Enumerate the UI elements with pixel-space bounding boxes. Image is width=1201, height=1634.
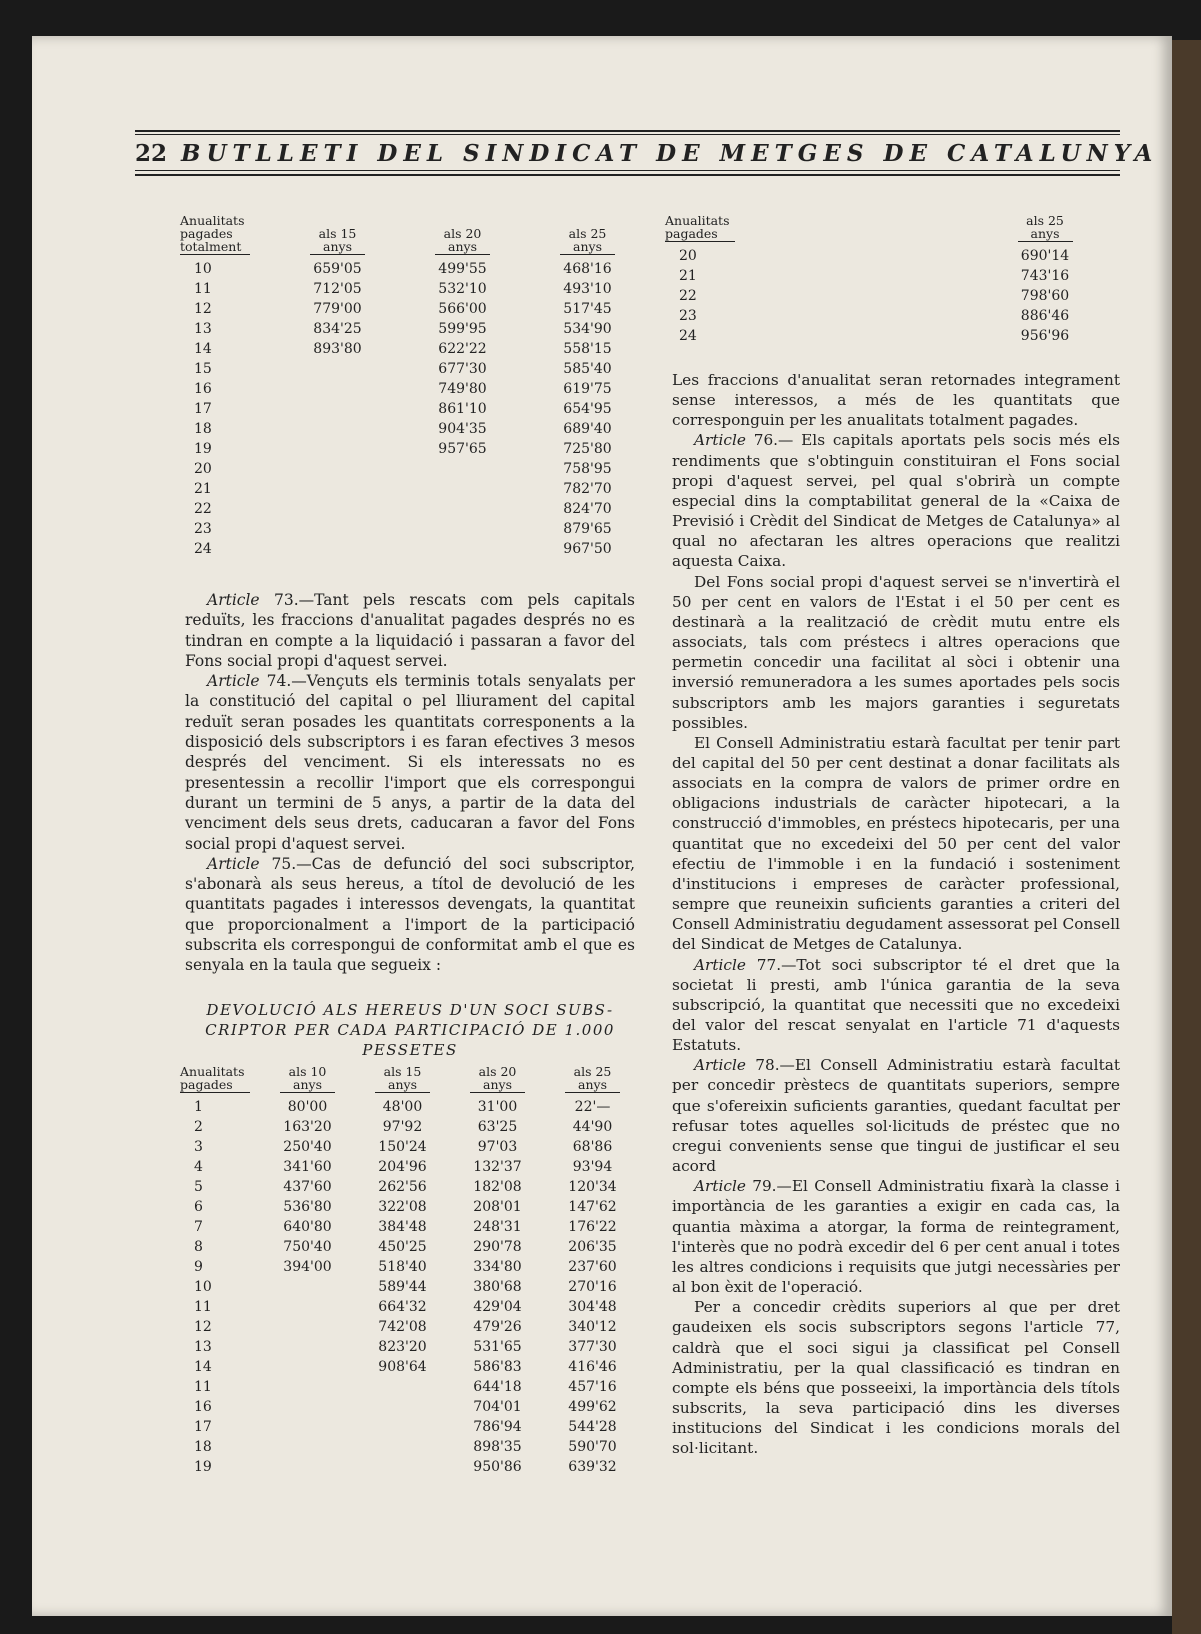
value-cell: 782'70: [563, 481, 612, 497]
value-cell: 97'03: [477, 1139, 518, 1155]
value-cell: 176'22: [568, 1219, 617, 1235]
value-cell: 334'80: [473, 1259, 522, 1275]
annuity-cell: 14: [194, 341, 212, 357]
annuity-cell: 12: [194, 301, 212, 317]
annuity-cell: 17: [194, 1419, 212, 1435]
value-cell: [260, 1317, 355, 1337]
value-cell: 589'44: [378, 1279, 427, 1295]
table-annuities-25: [665, 214, 1125, 346]
value-cell: 690'14: [1020, 248, 1070, 264]
value-cell: [275, 419, 400, 439]
table-row: [180, 1337, 640, 1357]
value-cell: [400, 479, 525, 499]
value-cell: 322'08: [378, 1199, 427, 1215]
value-cell: 380'68: [473, 1279, 522, 1295]
annuity-cell: 11: [194, 281, 212, 297]
value-cell: 639'32: [568, 1459, 617, 1475]
value-cell: 377'30: [568, 1339, 617, 1355]
value-cell: 967'50: [563, 541, 612, 557]
annuity-cell: 19: [194, 1459, 212, 1475]
value-cell: [275, 479, 400, 499]
table-refund-title: DEVOLUCIÓ ALS HEREUS D'UN SOCI SUBS- CRIPTOR PER CADA PARTICIPACIÓ DE 1.000 PESSETES: [205, 1001, 615, 1059]
value-cell: 622'22: [438, 341, 487, 357]
value-cell: 798'60: [1020, 288, 1070, 304]
value-cell: [355, 1417, 450, 1437]
value-cell: 80'00: [287, 1099, 328, 1115]
annuity-cell: 20: [194, 461, 212, 477]
value-cell: [260, 1337, 355, 1357]
table-row: [180, 319, 650, 339]
table-row: [180, 1277, 640, 1297]
value-cell: 450'25: [378, 1239, 427, 1255]
value-cell: 957'65: [438, 441, 487, 457]
table-row: [180, 459, 650, 479]
table-row: [180, 1137, 640, 1157]
annuity-cell: 19: [194, 441, 212, 457]
value-cell: 599'95: [438, 321, 487, 337]
value-cell: [275, 499, 400, 519]
value-cell: [275, 399, 400, 419]
table-row: [180, 439, 650, 459]
table-row: [180, 1157, 640, 1177]
left-column-text: [185, 590, 635, 976]
value-cell: [275, 379, 400, 399]
table-row: [180, 1457, 640, 1477]
value-cell: 237'60: [568, 1259, 617, 1275]
annuity-cell: 21: [679, 268, 697, 284]
table-refund-heirs: [180, 1065, 640, 1477]
column-header: als 25 anys: [965, 214, 1125, 246]
value-cell: 429'04: [473, 1299, 522, 1315]
value-cell: 725'80: [563, 441, 612, 457]
value-cell: [400, 519, 525, 539]
value-cell: 68'86: [572, 1139, 613, 1155]
annuity-cell: 2: [194, 1119, 203, 1135]
value-cell: 585'40: [563, 361, 612, 377]
value-cell: 457'16: [568, 1379, 617, 1395]
value-cell: [355, 1377, 450, 1397]
table-row: [180, 419, 650, 439]
value-cell: 250'40: [283, 1139, 332, 1155]
annuity-cell: 20: [679, 248, 697, 264]
value-cell: [355, 1437, 450, 1457]
value-cell: 22'—: [574, 1099, 611, 1115]
value-cell: 437'60: [283, 1179, 332, 1195]
annuity-cell: 16: [194, 381, 212, 397]
value-cell: 304'48: [568, 1299, 617, 1315]
table-row: [180, 1397, 640, 1417]
journal-title: BUTLLETI DEL SINDICAT DE METGES DE CATALUNYA: [181, 140, 1159, 167]
value-cell: [260, 1357, 355, 1377]
value-cell: [400, 459, 525, 479]
annuity-cell: 21: [194, 481, 212, 497]
table-row: [180, 1297, 640, 1317]
table-row: [180, 1377, 640, 1397]
value-cell: [260, 1277, 355, 1297]
annuity-cell: 4: [194, 1159, 203, 1175]
value-cell: [355, 1457, 450, 1477]
article-79: Article 79.—El Consell Administratiu fixarà la classe i importància de les garanties a exigir en cada cas, la quantia màxima a atorgar, la forma de reintegrament, l'interès que no podrà excedir del 6 per cent anual i totes les altres condicions i requisits que jutgi necessàries per al bon èxit de l'operació.: [672, 1177, 1120, 1297]
annuity-cell: 11: [194, 1379, 212, 1395]
value-cell: 956'96: [1020, 328, 1070, 344]
value-cell: [260, 1297, 355, 1317]
value-cell: 758'95: [563, 461, 612, 477]
value-cell: 950'86: [473, 1459, 522, 1475]
value-cell: 97'92: [382, 1119, 423, 1135]
value-cell: 48'00: [382, 1099, 423, 1115]
article-75: Article 75.—Cas de defunció del soci subscriptor, s'abonarà als seus hereus, a títol de devolució de les quantitats pagades i interessos devengats, la quantitat que proporcionalment a l'import de la participació subscrita els correspongui de conformitat amb el que es senyala en la taula que segueix :: [185, 854, 636, 975]
value-cell: 262'56: [378, 1179, 427, 1195]
page-number: 22: [135, 140, 168, 167]
value-cell: 394'00: [283, 1259, 332, 1275]
right-column-text: [672, 370, 1120, 1458]
article-78: Article 78.—El Consell Administratiu estarà facultat per concedir prèstecs de quantitats superiors, sempre que s'ofereixin suficients garanties, quedant facultat per refusar totes aquelles sol·licituds de préstec que no cregui convenients sense que tingui de justificar el seu acord: [672, 1056, 1120, 1176]
annuity-cell: 1: [194, 1099, 203, 1115]
table-row: [180, 1317, 640, 1337]
header-title: [135, 140, 1159, 167]
value-cell: 204'96: [378, 1159, 427, 1175]
annuity-cell: 22: [194, 501, 212, 517]
value-cell: 654'95: [563, 401, 612, 417]
value-cell: 499'55: [438, 261, 487, 277]
value-cell: 206'35: [568, 1239, 617, 1255]
annuity-cell: 9: [194, 1259, 203, 1275]
table-row: [180, 339, 650, 359]
table-row: [180, 499, 650, 519]
value-cell: [260, 1377, 355, 1397]
value-cell: 586'83: [473, 1359, 522, 1375]
table-row: [665, 326, 1125, 346]
value-cell: [260, 1417, 355, 1437]
table-row: [180, 1117, 640, 1137]
value-cell: 886'46: [1020, 308, 1070, 324]
table-row: [180, 279, 650, 299]
annuity-cell: 24: [194, 541, 212, 557]
table-row: [180, 1177, 640, 1197]
value-cell: 93'94: [572, 1159, 613, 1175]
value-cell: 479'26: [473, 1319, 522, 1335]
column-header: als 25 anys: [525, 214, 650, 259]
value-cell: 749'80: [438, 381, 487, 397]
value-cell: 898'35: [473, 1439, 522, 1455]
value-cell: 644'18: [473, 1379, 522, 1395]
value-cell: 908'64: [378, 1359, 427, 1375]
article-76: Article 76.— Els capitals aportats pels socis més els rendiments que s'obtinguin constituiran el Fons social propi d'aquest servei, pel qual s'obrirà un compte especial dins la comptabilitat general de la «Caixa de Previsió i Crèdit del Sindicat de Metges de Catalunya» al qual no afectaran les altres operacions que realitzi aquesta Caixa.: [672, 431, 1120, 571]
value-cell: [355, 1397, 450, 1417]
value-cell: 834'25: [313, 321, 362, 337]
table-row: [665, 266, 1125, 286]
value-cell: 861'10: [438, 401, 487, 417]
value-cell: 640'80: [283, 1219, 332, 1235]
table-rescue-values: [180, 214, 650, 559]
annuity-cell: 8: [194, 1239, 203, 1255]
annuity-cell: 11: [194, 1299, 212, 1315]
table-row: [180, 1217, 640, 1237]
table-row: [180, 1437, 640, 1457]
value-cell: 532'10: [438, 281, 487, 297]
annuity-cell: 22: [679, 288, 697, 304]
table-row: [180, 1257, 640, 1277]
value-cell: 558'15: [563, 341, 612, 357]
annuity-cell: 10: [194, 1279, 212, 1295]
article-77: Article 77.—Tot soci subscriptor té el dret que la societat li presti, amb l'única garantia de la seva subscripció, la quantitat que necessiti que no excedeixi del valor del rescat senyalat en l'article 71 d'aquests Estatuts.: [672, 955, 1120, 1055]
annuity-cell: 18: [194, 421, 212, 437]
annuity-cell: 3: [194, 1139, 203, 1155]
table-row: [180, 479, 650, 499]
value-cell: [400, 499, 525, 519]
value-cell: 689'40: [563, 421, 612, 437]
value-cell: 893'80: [313, 341, 362, 357]
value-cell: 531'65: [473, 1339, 522, 1355]
value-cell: 290'78: [473, 1239, 522, 1255]
column-header: Anualitats pagades: [665, 214, 965, 246]
value-cell: 63'25: [477, 1119, 518, 1135]
value-cell: 823'20: [378, 1339, 427, 1355]
annuity-cell: 18: [194, 1439, 212, 1455]
value-cell: 536'80: [283, 1199, 332, 1215]
value-cell: 208'01: [473, 1199, 522, 1215]
value-cell: 270'16: [568, 1279, 617, 1295]
value-cell: 619'75: [563, 381, 612, 397]
column-header: als 15 anys: [355, 1065, 450, 1097]
value-cell: 742'08: [378, 1319, 427, 1335]
table-row: [180, 1097, 640, 1117]
annuity-cell: 15: [194, 361, 212, 377]
value-cell: 750'40: [283, 1239, 332, 1255]
value-cell: 677'30: [438, 361, 487, 377]
table-row: [180, 379, 650, 399]
column-header: als 20 anys: [450, 1065, 545, 1097]
table-row: [180, 359, 650, 379]
paragraph-credits: Per a concedir crèdits superiors al que per dret gaudeixen els socis subscriptors segons l'article 77, caldrà que el soci sigui ja classificat pel Consell Administratiu, per la qual classificació es tindran en compte els béns que posseeixi, la importància dels títols subscrits, la seva participació dins les diverses institucions del Sindicat i les condicions morals del sol·licitant.: [672, 1298, 1120, 1458]
annuity-cell: 17: [194, 401, 212, 417]
annuity-cell: 12: [194, 1319, 212, 1335]
value-cell: [275, 539, 400, 559]
table-row: [180, 1197, 640, 1217]
book-spine: [1172, 40, 1201, 1634]
article-73: Article 73.—Tant pels rescats com pels capitals reduïts, les fraccions d'anualitat pagades després no es tindran en compte a la liquidació i passaran a favor del Fons social propi d'aquest servei.: [185, 591, 635, 670]
value-cell: 590'70: [568, 1439, 617, 1455]
value-cell: 499'62: [568, 1399, 617, 1415]
table-row: [180, 1237, 640, 1257]
value-cell: 120'34: [568, 1179, 617, 1195]
value-cell: [400, 539, 525, 559]
value-cell: 31'00: [477, 1099, 518, 1115]
value-cell: [275, 459, 400, 479]
table-row: [180, 1357, 640, 1377]
annuity-cell: 7: [194, 1219, 203, 1235]
value-cell: 779'00: [313, 301, 362, 317]
column-header: als 25 anys: [545, 1065, 640, 1097]
table-row: [180, 539, 650, 559]
value-cell: 659'05: [313, 261, 362, 277]
value-cell: 468'16: [563, 261, 612, 277]
annuity-cell: 24: [679, 328, 697, 344]
running-header: [135, 130, 1159, 178]
value-cell: 517'45: [563, 301, 612, 317]
value-cell: 44'90: [572, 1119, 613, 1135]
value-cell: 416'46: [568, 1359, 617, 1375]
article-74: Article 74.—Vençuts els terminis totals senyalats per la constitució del capital o pel lliurament del capital reduït seran posades les quantitats corresponents a la disposició dels subscriptors i es faran efectives 3 mesos després del venciment. Si els interessats no es presentessin a recollir l'import que els correspongui durant un termini de 5 anys, a partir de la data del venciment dels seus drets, caducaran a favor del Fons social propi d'aquest servei.: [185, 672, 635, 853]
table-row: [180, 1417, 640, 1437]
value-cell: 904'35: [438, 421, 487, 437]
value-cell: 664'32: [378, 1299, 427, 1315]
value-cell: [260, 1437, 355, 1457]
annuity-cell: 5: [194, 1179, 203, 1195]
annuity-cell: 13: [194, 1339, 212, 1355]
column-header: Anualitats pagades: [180, 1065, 260, 1097]
paragraph-council: El Consell Administratiu estarà facultat per tenir part del capital del 50 per cent destinat a donar facilitats als associats en la compra de valors de primer ordre en obligacions industrials de caràcter hipotecari, a la construcció d'immobles, en préstecs hipotecaris, per una quantitat que no excedeixi del 50 per cent del valor efectiu de l'immoble i en la fundació i sosteniment d'institucions i empreses de caràcter professional, sempre que reuneixin suficients garanties a criteri del Consell Administratiu degudament assessorat pel Consell del Sindicat de Metges de Catalunya.: [672, 733, 1120, 954]
value-cell: 182'08: [473, 1179, 522, 1195]
value-cell: 147'62: [568, 1199, 617, 1215]
value-cell: 879'65: [563, 521, 612, 537]
column-header: Anualitats pagades totalment: [180, 214, 275, 259]
value-cell: 518'40: [378, 1259, 427, 1275]
annuity-cell: 23: [194, 521, 212, 537]
column-header: als 10 anys: [260, 1065, 355, 1097]
annuity-cell: 6: [194, 1199, 203, 1215]
value-cell: 743'16: [1020, 268, 1070, 284]
value-cell: 704'01: [473, 1399, 522, 1415]
value-cell: 341'60: [283, 1159, 332, 1175]
value-cell: 493'10: [563, 281, 612, 297]
value-cell: 824'70: [563, 501, 612, 517]
value-cell: 340'12: [568, 1319, 617, 1335]
annuity-cell: 14: [194, 1359, 212, 1375]
table-row: [665, 246, 1125, 266]
paragraph-fund: Del Fons social propi d'aquest servei se n'invertirà el 50 per cent en valors de l'Estat i el 50 per cent es destinarà a la realització de crèdit mutu entre els associats, tals com préstecs i altres operacions que permetin concedir una facilitat al sòci i obtenir una inversió remuneradora a les sumes aportades pels socis subscriptors amb les majors garanties i seguretats possibles.: [672, 572, 1120, 732]
table-row: [665, 306, 1125, 326]
column-header: als 15 anys: [275, 214, 400, 259]
value-cell: 786'94: [473, 1419, 522, 1435]
table-row: [180, 259, 650, 279]
value-cell: [260, 1397, 355, 1417]
value-cell: 544'28: [568, 1419, 617, 1435]
annuity-cell: 23: [679, 308, 697, 324]
value-cell: [275, 519, 400, 539]
value-cell: 163'20: [283, 1119, 332, 1135]
value-cell: [260, 1457, 355, 1477]
value-cell: 150'24: [378, 1139, 427, 1155]
value-cell: [275, 359, 400, 379]
value-cell: 384'48: [378, 1219, 427, 1235]
value-cell: 534'90: [563, 321, 612, 337]
annuity-cell: 13: [194, 321, 212, 337]
paragraph-fractions: Les fraccions d'anualitat seran retornades integrament sense interessos, a més de les quantitats que corresponguin per les anualitats totalment pagades.: [672, 371, 1120, 430]
value-cell: 566'00: [438, 301, 487, 317]
column-header: als 20 anys: [400, 214, 525, 259]
annuity-cell: 10: [194, 261, 212, 277]
annuity-cell: 16: [194, 1399, 212, 1415]
table-row: [665, 286, 1125, 306]
value-cell: 132'37: [473, 1159, 522, 1175]
value-cell: 248'31: [473, 1219, 522, 1235]
table-row: [180, 519, 650, 539]
table-row: [180, 299, 650, 319]
table-row: [180, 399, 650, 419]
value-cell: 712'05: [313, 281, 362, 297]
value-cell: [275, 439, 400, 459]
